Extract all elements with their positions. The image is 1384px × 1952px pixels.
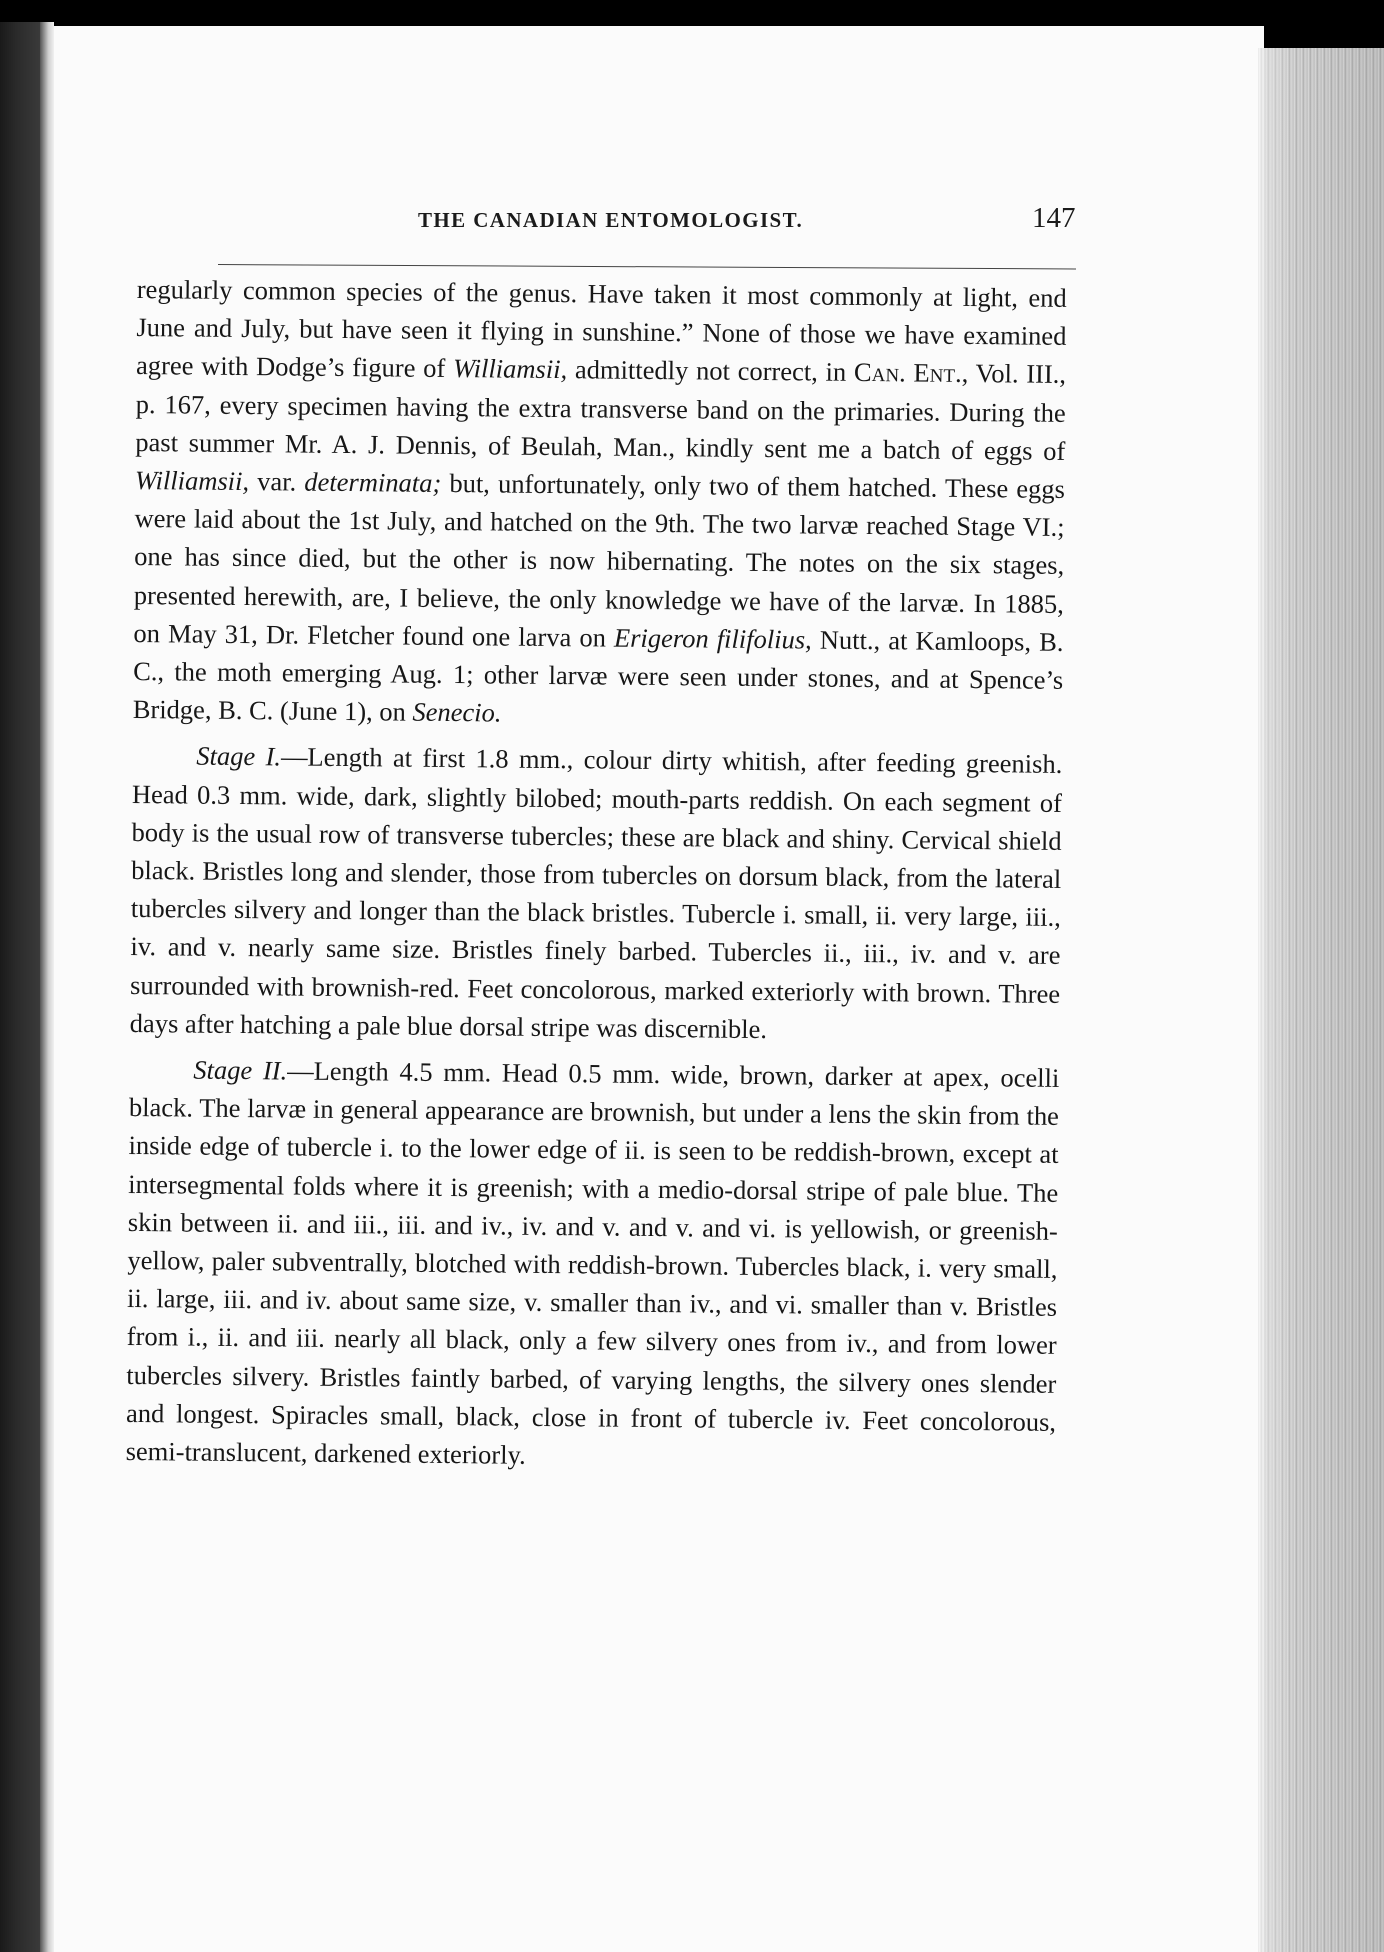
italic-term: determinata; <box>304 466 442 498</box>
text-run: regularly common species of the genus. Have taken it most commonly at light, end June and July, but have seen it flying in sunshine.” None of those we have examined agree with Dodge’s figure of <box>135 273 1067 384</box>
text-run: —Length 4.5 mm. Head 0.5 mm. wide, brown, darker at apex, ocelli black. The larvæ in general appearance are brownish, but under a lens the skin from the inside edge of tubercle i. to the lower edge of ii. is seen to be reddish-brown, except at intersegmental folds where it is greenish; with a medio-dorsal stripe of pale blue. The skin between ii. and iii., iii. and iv., iv. and v. and v. and vi. is yellowish, or greenish-yellow, paler subventrally, blotched with reddish-brown. Tubercles black, i. very small, ii. large, iii. and iv. about same size, v. smaller than iv., and vi. smaller than v. Bristles from i., ii. and iii. nearly all black, only a few silvery ones from iv., and from lower tubercles silvery. Bristles faintly barbed, of varying lengths, the silvery ones slender and longest. Spiracles small, black, close in front of tubercle iv. Feet concolorous, semi-translucent, darkened exteriorly. <box>125 1055 1060 1470</box>
article-body <box>125 270 1066 1479</box>
italic-term: Senecio. <box>412 696 502 728</box>
italic-term: Williamsii, <box>134 465 250 497</box>
italic-term: Stage I. <box>196 741 282 772</box>
italic-term: Stage II. <box>193 1054 288 1086</box>
text-run: but, unfortunately, only two of them hatched. These eggs were laid about the 1st July, and hatched on the 9th. The two larvæ reached Stage VI.; one has since died, but the other is now hibernating. The notes on the six stages, presented herewith, are, I believe, the only knowledge we have of the larvæ. In 1885, on May 31, Dr. Fletcher found one larva on <box>133 467 1066 653</box>
paragraph-stage-two <box>125 1050 1059 1479</box>
paragraph-stage-one <box>130 736 1063 1051</box>
text-run: Nutt., at Kamloops, B. C., the moth emerging Aug. 1; other larvæ were seen under stones, and at Spence’s Bridge, B. C. (June 1), on <box>132 624 1064 727</box>
running-header <box>100 202 1080 246</box>
journal-abbreviation: Can. Ent. <box>853 357 962 389</box>
italic-term: Williamsii, <box>452 353 568 385</box>
page-number: 147 <box>1032 202 1076 234</box>
text-run: , Vol. III., p. 167, every specimen having the extra transverse band on the primaries. During the past summer Mr. A. J. Dennis, of Beulah, Man., kindly sent me a batch of eggs of <box>135 358 1067 466</box>
page-stack-edges <box>1258 48 1384 1952</box>
text-run: admittedly not correct, in <box>567 354 855 388</box>
text-run: —Length at first 1.8 mm., colour dirty whitish, after feeding greenish. Head 0.3 mm. wide, dark, slightly bilobed; mouth-parts reddish. On each segment of body is the usual row of transverse tubercles; these are black and shiny. Cervical shield black. Bristles long and slender, those from tubercles on dorsum black, from the lateral tubercles silvery and longer than the black bristles. Tubercle i. small, ii. very large, iii., iv. and v. nearly same size. Bristles finely barbed. Tubercles ii., iii., iv. and v. are surrounded with brownish-red. Feet concolorous, marked exteriorly with brown. Three days after hatching a pale blue dorsal stripe was discernible. <box>129 741 1063 1044</box>
journal-title: THE CANADIAN ENTOMOLOGIST. <box>418 208 804 232</box>
text-run: var. <box>248 466 305 497</box>
paragraph-intro <box>133 270 1067 737</box>
book-gutter <box>40 22 54 1952</box>
italic-term: Erigeron filifolius, <box>613 622 812 655</box>
left-page-edge <box>0 22 40 1952</box>
